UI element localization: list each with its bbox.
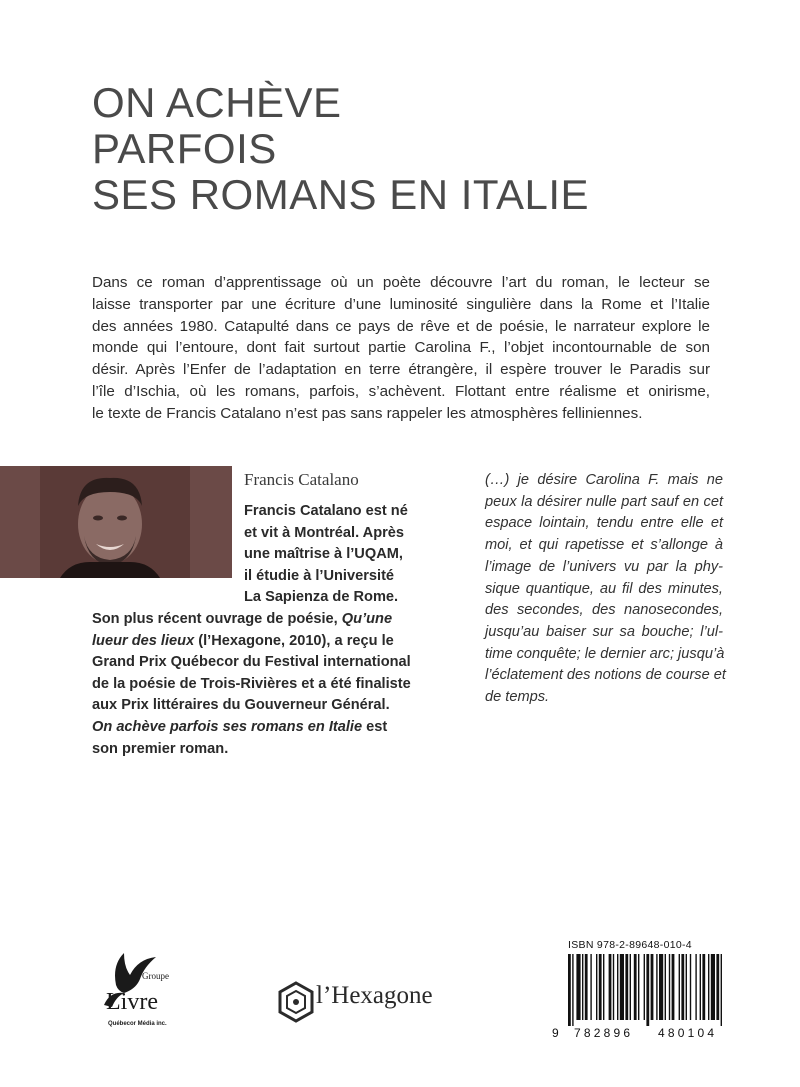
blurb-line: laisse transporter par une écriture d’une luminosité singulière dans la Rome et l’Italie [92,295,710,313]
blurb-line: l’île d’Ischia, où les romans, parfois, s’achèvent. Flottant entre réalisme et onirisme, [92,382,710,400]
quote-line: l’éclatement des notions de course et [485,667,726,684]
barcode-bar [572,954,573,1026]
livre-label: Livre [106,989,158,1015]
barcode-bar [708,954,709,1020]
bio-line: Son plus récent ouvrage de poésie, Qu’une [92,611,393,627]
quote-line: moi, et qui rapetisse et s’allonge à [485,537,723,554]
quote-line: sique quantique, au fil des minutes, [485,580,723,597]
author-photo [0,466,232,578]
blurb-line: des années 1980. Catapulté dans ce pays de rêve et de poésie, le narrateur explore le [92,317,710,335]
excerpt-quote [485,470,726,709]
barcode-bar [613,954,614,1020]
title-line-2: PARFOIS [92,125,277,172]
author-bio-wide [92,609,458,760]
bio-line: son premier roman. [92,740,229,757]
barcode-bar [695,954,696,1020]
barcode-bar [599,954,602,1020]
book-title [92,80,712,218]
barcode-bar [702,954,705,1020]
bio-line: de la poésie de Trois-Rivières et a été finaliste [92,675,411,692]
barcode-bar [681,954,684,1020]
barcode-group-2: 480104 [658,1026,718,1040]
bio-line: une maîtrise à l’UQAM, [244,546,403,563]
publisher-name: l’Hexagone [316,982,433,1009]
barcode-bar [638,954,639,1020]
quote-line: des secondes, des nanosecondes, [485,602,723,619]
author-portrait-image [0,466,232,578]
barcode-bar [609,954,612,1020]
bio-line: Francis Catalano est né [244,503,408,519]
author-bio-narrow [244,501,456,609]
bio-line: et vit à Montréal. Après [244,524,405,541]
barcode-bar [679,954,680,1020]
quote-line: jusqu’au baiser sur sa bouche; l’ul- [485,623,723,640]
barcode-bar [659,954,663,1020]
quebecor-label: Québecor Média inc. [108,1021,167,1027]
barcode-bar [625,954,628,1020]
blurb-line: le texte de Francis Catalano n’est pas sans rappeler les atmosphères felliniennes. [92,404,643,422]
barcode-bar [634,954,637,1020]
barcode-bar [644,954,645,1020]
barcode-bar [585,954,588,1020]
barcode-bar [603,954,604,1020]
groupe-livre-logo [94,945,214,1035]
barcode-bar [700,954,701,1020]
isbn-label: ISBN 978-2-89648-010-4 [568,939,692,951]
barcode-bar [617,954,618,1020]
barcode-first-digit: 9 [552,1026,559,1040]
barcode-bar [716,954,719,1020]
barcode-bar [576,954,580,1020]
barcode-group-1: 782896 [574,1026,634,1040]
hexagon-logo-icon [274,980,318,1024]
back-cover-blurb [92,272,710,425]
barcode-bar [582,954,583,1020]
author-name: Francis Catalano [244,470,359,489]
bio-line: il étudie à l’Université [244,567,395,584]
barcode-bar [665,954,666,1020]
barcode-bar [590,954,591,1020]
barcode-bar [630,954,631,1020]
barcode-bar [672,954,675,1020]
blurb-line: Dans ce roman d’apprentissage où un poète découvre l’art du roman, le lecteur se [92,274,710,291]
quote-line: l’image de l’univers vu par la phy- [485,558,723,575]
barcode-bar [656,954,657,1020]
barcode-bar [721,954,722,1026]
bio-line: Grand Prix Québecor du Festival international [92,654,411,671]
title-line-3: SES ROMANS EN ITALIE [92,171,589,218]
quote-line: peux la désirer nulle part sauf en cet [485,493,723,510]
bio-line: aux Prix littéraires du Gouverneur Général. [92,697,390,714]
quote-line: de temps. [485,689,550,706]
barcode-bar [651,954,654,1020]
groupe-label: Groupe [142,971,169,981]
barcode-bar [620,954,624,1020]
barcode-bar [596,954,597,1020]
barcode-bar [711,954,715,1020]
barcode [560,954,740,1028]
barcode-bar [686,954,687,1020]
blurb-line: désir. Après l’Enfer de l’adaptation en terre étrangère, il espère trouver le Paradis sur [92,361,710,379]
barcode-bar [646,954,649,1026]
blurb-line: monde qui l’entoure, dont fait surtout partie Carolina F., l’objet incontournable de son [92,339,710,357]
bio-line: lueur des lieux (l’Hexagone, 2010), a reçu le [92,632,394,649]
quote-line: time conquête; le dernier arc; jusqu’à [485,645,725,662]
barcode-bar [669,954,670,1020]
title-line-1: ON ACHÈVE [92,79,342,126]
bio-line: La Sapienza de Rome. [244,589,399,606]
quote-line: (…) je désire Carolina F. mais ne [485,472,723,488]
bird-logo-icon [94,945,214,1035]
quote-line: espace lointain, tendu entre elle et [485,515,723,532]
barcode-bar [568,954,571,1026]
barcode-bar [690,954,691,1020]
bio-line: On achève parfois ses romans en Italie est [92,718,388,735]
